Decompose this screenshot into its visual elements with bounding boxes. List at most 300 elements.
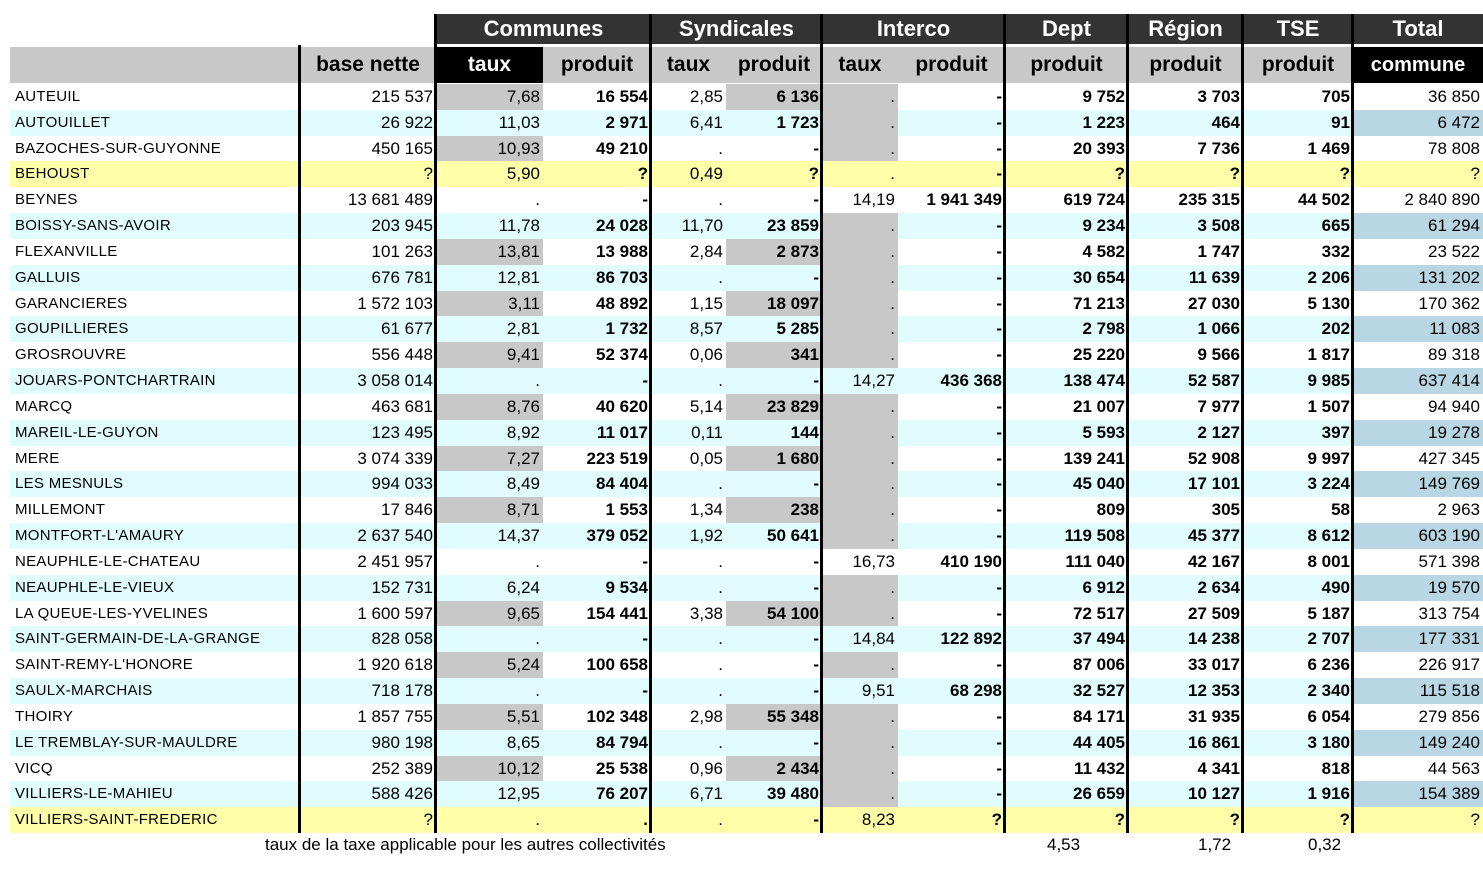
cell-syndicales-taux: . <box>651 652 726 678</box>
cell-tse-produit: ? <box>1243 807 1353 833</box>
cell-tse-produit: 6 054 <box>1243 704 1353 730</box>
cell-syndicales-produit: 23 829 <box>726 394 822 420</box>
cell-communes-produit: - <box>543 549 651 575</box>
cell-dept-produit: 1 223 <box>1005 110 1128 136</box>
cell-communes-produit: 9 534 <box>543 575 651 601</box>
cell-syndicales-taux: 1,15 <box>651 291 726 317</box>
cell-syndicales-taux: 5,14 <box>651 394 726 420</box>
cell-communes-produit: 102 348 <box>543 704 651 730</box>
cell-interco-produit: ? <box>898 807 1005 833</box>
cell-region-produit: 4 341 <box>1128 756 1243 782</box>
cell-communes-taux: 8,76 <box>436 394 543 420</box>
cell-interco-taux: . <box>822 136 898 162</box>
cell-region-produit: 27 509 <box>1128 601 1243 627</box>
cell-syndicales-taux: . <box>651 471 726 497</box>
cell-dept-produit: 5 593 <box>1005 420 1128 446</box>
column-divider <box>1003 14 1006 833</box>
cell-tse-produit: 705 <box>1243 84 1353 110</box>
cell-tse-produit: ? <box>1243 161 1353 187</box>
cell-tse-produit: 91 <box>1243 110 1353 136</box>
cell-dept-produit: 25 220 <box>1005 342 1128 368</box>
cell-syndicales-produit: - <box>726 575 822 601</box>
cell-communes-taux: 9,41 <box>436 342 543 368</box>
cell-region-produit: 42 167 <box>1128 549 1243 575</box>
group-dept: Dept <box>1005 14 1128 44</box>
cell-communes-taux: 9,65 <box>436 601 543 627</box>
row-name: BOISSY-SANS-AVOIR <box>10 213 300 239</box>
cell-base-nette: 13 681 489 <box>300 187 436 213</box>
cell-syndicales-taux: 3,38 <box>651 601 726 627</box>
cell-communes-produit: - <box>543 187 651 213</box>
cell-dept-produit: ? <box>1005 807 1128 833</box>
cell-total-commune: 571 398 <box>1353 549 1483 575</box>
group-interco: Interco <box>822 14 1005 44</box>
cell-interco-taux: . <box>822 291 898 317</box>
cell-region-produit: 1 066 <box>1128 316 1243 342</box>
cell-base-nette: 215 537 <box>300 84 436 110</box>
cell-syndicales-produit: - <box>726 471 822 497</box>
cell-syndicales-produit: 55 348 <box>726 704 822 730</box>
cell-syndicales-taux: 6,41 <box>651 110 726 136</box>
cell-communes-produit: - <box>543 678 651 704</box>
group-region: Région <box>1128 14 1243 44</box>
cell-interco-taux: . <box>822 575 898 601</box>
subheader-name-blank <box>10 47 300 83</box>
cell-dept-produit: 138 474 <box>1005 368 1128 394</box>
cell-communes-taux: 5,51 <box>436 704 543 730</box>
cell-interco-taux: 16,73 <box>822 549 898 575</box>
cell-tse-produit: 332 <box>1243 239 1353 265</box>
cell-dept-produit: 71 213 <box>1005 291 1128 317</box>
cell-region-produit: 9 566 <box>1128 342 1243 368</box>
cell-interco-taux: . <box>822 601 898 627</box>
cell-dept-produit: 30 654 <box>1005 265 1128 291</box>
cell-syndicales-produit: 144 <box>726 420 822 446</box>
cell-interco-taux: 14,19 <box>822 187 898 213</box>
cell-base-nette: 252 389 <box>300 756 436 782</box>
cell-interco-produit: - <box>898 523 1005 549</box>
cell-interco-taux: . <box>822 265 898 291</box>
cell-total-commune: 61 294 <box>1353 213 1483 239</box>
cell-interco-produit: - <box>898 136 1005 162</box>
column-divider <box>434 14 437 833</box>
cell-base-nette: 61 677 <box>300 316 436 342</box>
cell-syndicales-produit: 1 680 <box>726 446 822 472</box>
cell-interco-produit: 410 190 <box>898 549 1005 575</box>
cell-tse-produit: 3 224 <box>1243 471 1353 497</box>
cell-base-nette: 2 637 540 <box>300 523 436 549</box>
cell-dept-produit: 9 752 <box>1005 84 1128 110</box>
cell-interco-produit: - <box>898 161 1005 187</box>
cell-syndicales-produit: 238 <box>726 497 822 523</box>
cell-communes-taux: . <box>436 626 543 652</box>
cell-dept-produit: 32 527 <box>1005 678 1128 704</box>
column-divider <box>1126 14 1129 833</box>
cell-communes-produit: 2 971 <box>543 110 651 136</box>
row-name: MERE <box>10 446 300 472</box>
cell-dept-produit: 139 241 <box>1005 446 1128 472</box>
cell-syndicales-taux: 2,98 <box>651 704 726 730</box>
row-name: GARANCIERES <box>10 291 300 317</box>
row-name: SAINT-GERMAIN-DE-LA-GRANGE <box>10 626 300 652</box>
row-name: GALLUIS <box>10 265 300 291</box>
cell-dept-produit: 44 405 <box>1005 730 1128 756</box>
row-name: THOIRY <box>10 704 300 730</box>
cell-interco-produit: - <box>898 781 1005 807</box>
cell-tse-produit: 397 <box>1243 420 1353 446</box>
cell-tse-produit: 58 <box>1243 497 1353 523</box>
cell-syndicales-taux: . <box>651 730 726 756</box>
column-header-dept-produit: produit <box>1005 47 1128 83</box>
cell-total-commune: ? <box>1353 807 1483 833</box>
cell-total-commune: 2 963 <box>1353 497 1483 523</box>
cell-total-commune: 603 190 <box>1353 523 1483 549</box>
group-communes: Communes <box>436 14 651 44</box>
cell-dept-produit: 87 006 <box>1005 652 1128 678</box>
row-name: VICQ <box>10 756 300 782</box>
cell-tse-produit: 6 236 <box>1243 652 1353 678</box>
cell-communes-produit: 52 374 <box>543 342 651 368</box>
cell-syndicales-produit: 341 <box>726 342 822 368</box>
cell-communes-taux: 11,78 <box>436 213 543 239</box>
cell-syndicales-taux: . <box>651 265 726 291</box>
column-header-syndicales-produit: produit <box>726 47 822 83</box>
cell-interco-taux: 8,23 <box>822 807 898 833</box>
footer-tse-rate: 0,32 <box>1308 835 1342 854</box>
cell-interco-taux: 14,84 <box>822 626 898 652</box>
cell-syndicales-taux: . <box>651 136 726 162</box>
cell-interco-taux: . <box>822 84 898 110</box>
cell-region-produit: 305 <box>1128 497 1243 523</box>
row-name: NEAUPHLE-LE-VIEUX <box>10 575 300 601</box>
cell-interco-taux: . <box>822 239 898 265</box>
cell-dept-produit: 4 582 <box>1005 239 1128 265</box>
cell-communes-taux: . <box>436 368 543 394</box>
cell-base-nette: 152 731 <box>300 575 436 601</box>
cell-region-produit: 3 703 <box>1128 84 1243 110</box>
column-header-base-nette: base nette <box>300 47 436 83</box>
cell-total-commune: 177 331 <box>1353 626 1483 652</box>
cell-communes-taux: 14,37 <box>436 523 543 549</box>
cell-interco-taux: 14,27 <box>822 368 898 394</box>
cell-communes-produit: 25 538 <box>543 756 651 782</box>
cell-communes-taux: . <box>436 807 543 833</box>
cell-total-commune: 226 917 <box>1353 652 1483 678</box>
cell-dept-produit: 45 040 <box>1005 471 1128 497</box>
cell-communes-taux: 3,11 <box>436 291 543 317</box>
cell-dept-produit: 9 234 <box>1005 213 1128 239</box>
cell-base-nette: 1 572 103 <box>300 291 436 317</box>
cell-region-produit: 27 030 <box>1128 291 1243 317</box>
cell-interco-taux: . <box>822 446 898 472</box>
cell-base-nette: 588 426 <box>300 781 436 807</box>
cell-total-commune: 19 570 <box>1353 575 1483 601</box>
cell-syndicales-produit: 6 136 <box>726 84 822 110</box>
cell-total-commune: 44 563 <box>1353 756 1483 782</box>
cell-base-nette: 101 263 <box>300 239 436 265</box>
row-name: LES MESNULS <box>10 471 300 497</box>
cell-interco-taux: . <box>822 161 898 187</box>
cell-interco-produit: - <box>898 420 1005 446</box>
cell-tse-produit: 2 206 <box>1243 265 1353 291</box>
cell-base-nette: 828 058 <box>300 626 436 652</box>
cell-total-commune: 115 518 <box>1353 678 1483 704</box>
cell-tse-produit: 1 916 <box>1243 781 1353 807</box>
cell-total-commune: 313 754 <box>1353 601 1483 627</box>
footer-label: taux de la taxe applicable pour les autres collectivités <box>265 835 666 854</box>
cell-interco-produit: - <box>898 84 1005 110</box>
cell-syndicales-taux: 0,06 <box>651 342 726 368</box>
cell-syndicales-produit: 54 100 <box>726 601 822 627</box>
cell-total-commune: 78 808 <box>1353 136 1483 162</box>
cell-interco-produit: - <box>898 471 1005 497</box>
row-name: BEHOUST <box>10 161 300 187</box>
row-name: BAZOCHES-SUR-GUYONNE <box>10 136 300 162</box>
cell-syndicales-produit: - <box>726 652 822 678</box>
cell-total-commune: 131 202 <box>1353 265 1483 291</box>
cell-region-produit: ? <box>1128 807 1243 833</box>
cell-total-commune: 11 083 <box>1353 316 1483 342</box>
row-name: AUTOUILLET <box>10 110 300 136</box>
cell-interco-produit: - <box>898 446 1005 472</box>
cell-communes-taux: 2,81 <box>436 316 543 342</box>
cell-syndicales-taux: . <box>651 807 726 833</box>
cell-base-nette: 994 033 <box>300 471 436 497</box>
cell-interco-produit: - <box>898 756 1005 782</box>
cell-base-nette: ? <box>300 161 436 187</box>
cell-tse-produit: 1 469 <box>1243 136 1353 162</box>
cell-tse-produit: 1 817 <box>1243 342 1353 368</box>
row-name: MILLEMONT <box>10 497 300 523</box>
cell-syndicales-taux: 8,57 <box>651 316 726 342</box>
cell-communes-produit: 84 404 <box>543 471 651 497</box>
row-name: JOUARS-PONTCHARTRAIN <box>10 368 300 394</box>
cell-dept-produit: 6 912 <box>1005 575 1128 601</box>
cell-communes-produit: 76 207 <box>543 781 651 807</box>
row-name: VILLIERS-LE-MAHIEU <box>10 781 300 807</box>
cell-tse-produit: 490 <box>1243 575 1353 601</box>
cell-interco-produit: - <box>898 213 1005 239</box>
cell-tse-produit: 5 187 <box>1243 601 1353 627</box>
cell-base-nette: 17 846 <box>300 497 436 523</box>
footer-dept-rate: 4,53 <box>1047 835 1081 854</box>
cell-interco-taux: . <box>822 730 898 756</box>
cell-total-commune: 427 345 <box>1353 446 1483 472</box>
cell-syndicales-produit: 18 097 <box>726 291 822 317</box>
cell-communes-produit: 24 028 <box>543 213 651 239</box>
cell-interco-produit: - <box>898 575 1005 601</box>
cell-syndicales-produit: 5 285 <box>726 316 822 342</box>
cell-interco-produit: - <box>898 265 1005 291</box>
cell-region-produit: 2 127 <box>1128 420 1243 446</box>
cell-syndicales-produit: - <box>726 626 822 652</box>
cell-region-produit: 235 315 <box>1128 187 1243 213</box>
cell-interco-produit: - <box>898 652 1005 678</box>
cell-interco-produit: - <box>898 704 1005 730</box>
cell-communes-produit: - <box>543 368 651 394</box>
cell-communes-produit: . <box>543 807 651 833</box>
cell-region-produit: 7 977 <box>1128 394 1243 420</box>
row-name: MARCQ <box>10 394 300 420</box>
cell-base-nette: 3 074 339 <box>300 446 436 472</box>
cell-interco-taux: . <box>822 471 898 497</box>
cell-syndicales-taux: 0,49 <box>651 161 726 187</box>
cell-syndicales-produit: 1 723 <box>726 110 822 136</box>
column-header-region-produit: produit <box>1128 47 1243 83</box>
cell-communes-produit: 86 703 <box>543 265 651 291</box>
cell-base-nette: 26 922 <box>300 110 436 136</box>
cell-syndicales-taux: . <box>651 549 726 575</box>
cell-total-commune: 23 522 <box>1353 239 1483 265</box>
cell-communes-taux: 8,92 <box>436 420 543 446</box>
column-header-interco-produit: produit <box>898 47 1005 83</box>
cell-syndicales-taux: 0,96 <box>651 756 726 782</box>
cell-syndicales-produit: 2 434 <box>726 756 822 782</box>
cell-region-produit: 16 861 <box>1128 730 1243 756</box>
cell-communes-taux: 5,24 <box>436 652 543 678</box>
cell-interco-produit: - <box>898 291 1005 317</box>
cell-dept-produit: ? <box>1005 161 1128 187</box>
cell-region-produit: 464 <box>1128 110 1243 136</box>
cell-total-commune: 170 362 <box>1353 291 1483 317</box>
cell-dept-produit: 111 040 <box>1005 549 1128 575</box>
cell-tse-produit: 3 180 <box>1243 730 1353 756</box>
cell-communes-produit: 1 553 <box>543 497 651 523</box>
row-name: VILLIERS-SAINT-FREDERIC <box>10 807 300 833</box>
cell-base-nette: ? <box>300 807 436 833</box>
row-name: GOUPILLIERES <box>10 316 300 342</box>
cell-region-produit: 12 353 <box>1128 678 1243 704</box>
cell-syndicales-produit: 39 480 <box>726 781 822 807</box>
cell-dept-produit: 26 659 <box>1005 781 1128 807</box>
cell-tse-produit: 8 001 <box>1243 549 1353 575</box>
cell-base-nette: 1 600 597 <box>300 601 436 627</box>
cell-interco-taux: . <box>822 420 898 446</box>
cell-base-nette: 1 857 755 <box>300 704 436 730</box>
row-name: SAULX-MARCHAIS <box>10 678 300 704</box>
cell-interco-taux: . <box>822 394 898 420</box>
cell-communes-taux: 8,65 <box>436 730 543 756</box>
cell-interco-taux: . <box>822 652 898 678</box>
cell-dept-produit: 2 798 <box>1005 316 1128 342</box>
cell-communes-taux: 13,81 <box>436 239 543 265</box>
cell-base-nette: 203 945 <box>300 213 436 239</box>
cell-tse-produit: 2 707 <box>1243 626 1353 652</box>
cell-syndicales-produit: 50 641 <box>726 523 822 549</box>
cell-total-commune: 2 840 890 <box>1353 187 1483 213</box>
group-tse: TSE <box>1243 14 1353 44</box>
row-name: LA QUEUE-LES-YVELINES <box>10 601 300 627</box>
cell-communes-taux: 8,49 <box>436 471 543 497</box>
cell-syndicales-taux: 2,84 <box>651 239 726 265</box>
cell-communes-produit: 40 620 <box>543 394 651 420</box>
cell-syndicales-taux: . <box>651 678 726 704</box>
row-name: MONTFORT-L'AMAURY <box>10 523 300 549</box>
cell-dept-produit: 20 393 <box>1005 136 1128 162</box>
cell-communes-taux: 12,81 <box>436 265 543 291</box>
cell-communes-taux: 7,27 <box>436 446 543 472</box>
cell-base-nette: 450 165 <box>300 136 436 162</box>
cell-communes-taux: 6,24 <box>436 575 543 601</box>
cell-region-produit: 14 238 <box>1128 626 1243 652</box>
group-syndicales: Syndicales <box>651 14 822 44</box>
cell-syndicales-taux: 1,34 <box>651 497 726 523</box>
cell-tse-produit: 202 <box>1243 316 1353 342</box>
column-header-syndicales-taux: taux <box>651 47 726 83</box>
cell-region-produit: 31 935 <box>1128 704 1243 730</box>
cell-total-commune: 19 278 <box>1353 420 1483 446</box>
cell-syndicales-taux: 11,70 <box>651 213 726 239</box>
row-name: AUTEUIL <box>10 84 300 110</box>
cell-syndicales-taux: 2,85 <box>651 84 726 110</box>
cell-base-nette: 3 058 014 <box>300 368 436 394</box>
cell-region-produit: 2 634 <box>1128 575 1243 601</box>
cell-syndicales-produit: - <box>726 265 822 291</box>
cell-interco-taux: . <box>822 110 898 136</box>
cell-syndicales-produit: 2 873 <box>726 239 822 265</box>
cell-dept-produit: 21 007 <box>1005 394 1128 420</box>
cell-total-commune: 94 940 <box>1353 394 1483 420</box>
column-divider <box>649 14 652 833</box>
column-header-total-commune: commune <box>1353 47 1483 83</box>
row-name: GROSROUVRE <box>10 342 300 368</box>
cell-tse-produit: 9 985 <box>1243 368 1353 394</box>
cell-syndicales-taux: . <box>651 626 726 652</box>
cell-tse-produit: 9 997 <box>1243 446 1353 472</box>
cell-interco-taux: 9,51 <box>822 678 898 704</box>
footer-region-rate: 1,72 <box>1198 835 1232 854</box>
cell-dept-produit: 37 494 <box>1005 626 1128 652</box>
cell-region-produit: 11 639 <box>1128 265 1243 291</box>
cell-base-nette: 1 920 618 <box>300 652 436 678</box>
cell-interco-produit: 436 368 <box>898 368 1005 394</box>
group-total: Total <box>1353 14 1483 44</box>
cell-syndicales-produit: - <box>726 678 822 704</box>
cell-communes-taux: . <box>436 187 543 213</box>
cell-tse-produit: 8 612 <box>1243 523 1353 549</box>
cell-communes-produit: - <box>543 626 651 652</box>
cell-communes-taux: 8,71 <box>436 497 543 523</box>
cell-region-produit: 52 908 <box>1128 446 1243 472</box>
cell-interco-taux: . <box>822 523 898 549</box>
cell-syndicales-taux: . <box>651 575 726 601</box>
cell-communes-taux: . <box>436 678 543 704</box>
cell-interco-produit: - <box>898 394 1005 420</box>
cell-communes-produit: 11 017 <box>543 420 651 446</box>
cell-dept-produit: 619 724 <box>1005 187 1128 213</box>
cell-interco-produit: - <box>898 239 1005 265</box>
cell-total-commune: ? <box>1353 161 1483 187</box>
cell-base-nette: 463 681 <box>300 394 436 420</box>
cell-interco-taux: . <box>822 704 898 730</box>
cell-syndicales-produit: - <box>726 807 822 833</box>
cell-tse-produit: 1 507 <box>1243 394 1353 420</box>
cell-tse-produit: 5 130 <box>1243 291 1353 317</box>
cell-base-nette: 2 451 957 <box>300 549 436 575</box>
cell-dept-produit: 809 <box>1005 497 1128 523</box>
cell-communes-produit: 16 554 <box>543 84 651 110</box>
cell-base-nette: 676 781 <box>300 265 436 291</box>
cell-base-nette: 718 178 <box>300 678 436 704</box>
cell-interco-produit: - <box>898 110 1005 136</box>
cell-dept-produit: 72 517 <box>1005 601 1128 627</box>
cell-communes-produit: ? <box>543 161 651 187</box>
cell-communes-produit: 49 210 <box>543 136 651 162</box>
cell-interco-produit: 1 941 349 <box>898 187 1005 213</box>
cell-syndicales-taux: 6,71 <box>651 781 726 807</box>
cell-communes-taux: 10,12 <box>436 756 543 782</box>
cell-syndicales-produit: 23 859 <box>726 213 822 239</box>
